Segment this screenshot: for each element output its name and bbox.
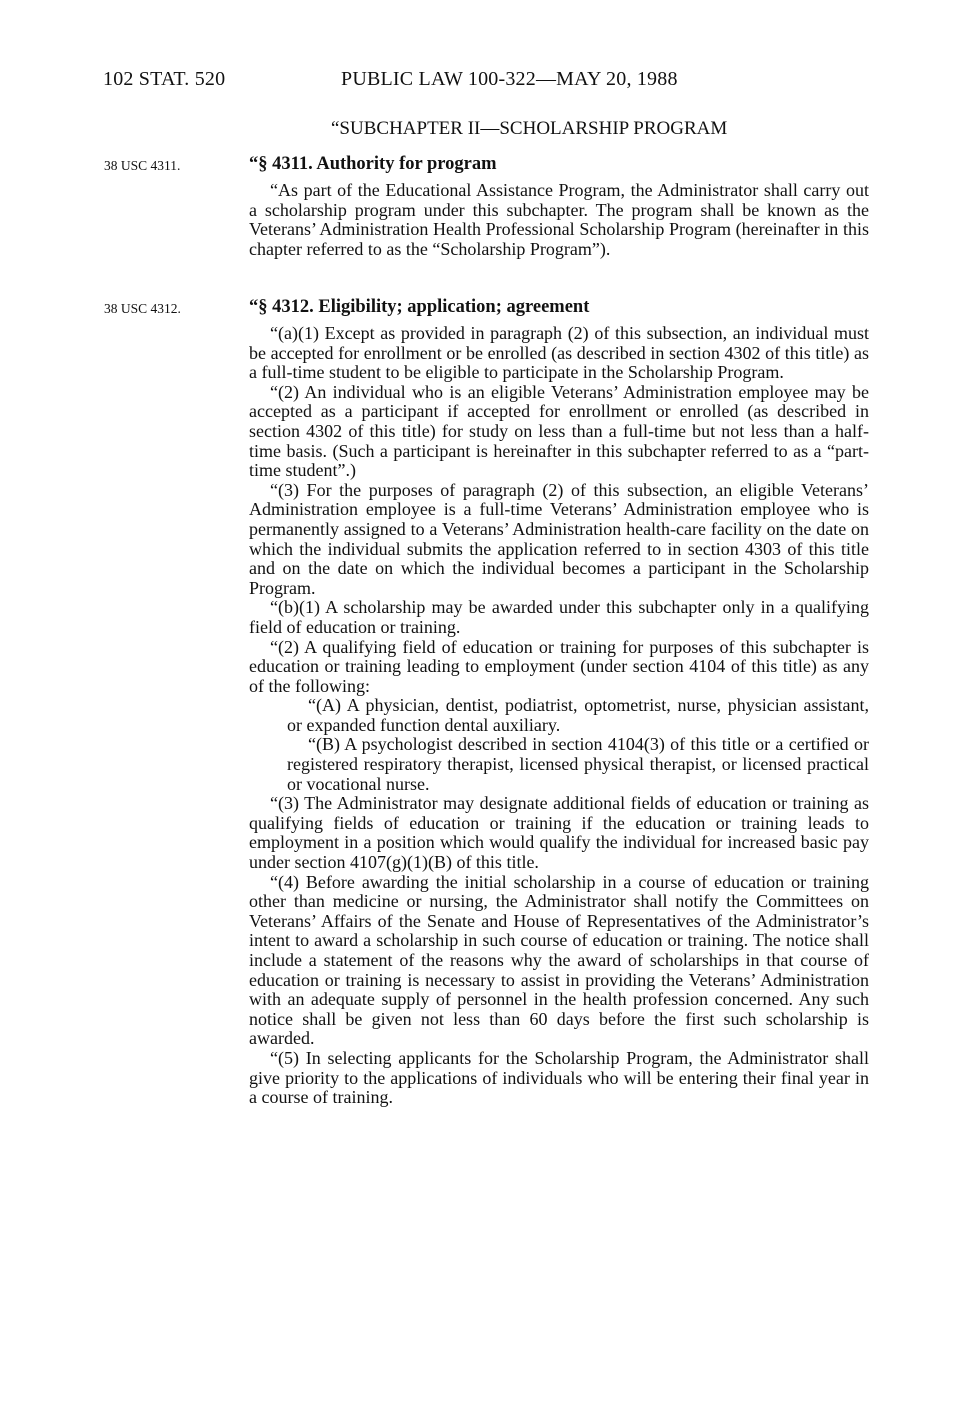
paragraph: “(2) An individual who is an eligible Veterans’ Administration employee may be accepted as a participant if accepted for enrollment or enrolled (as described in section 4302 of this title) for study on less than a full-time but not less than a half-time basis. (Such a participant is hereinafter in this subchapter referred to as a “part-time student”.) bbox=[249, 381, 869, 481]
paragraph: “(b)(1) A scholarship may be awarded under this subchapter only in a qualifying field of education or training. bbox=[249, 597, 869, 637]
subparagraph: “(B) A psychologist described in section 4104(3) of this title or a certified or registered respiratory therapist, licensed physical therapist, or licensed practical or vocational nurse. bbox=[287, 734, 869, 794]
paragraph: “As part of the Educational Assistance Program, the Administrator shall carry out a scholarship program under this subchapter. The program shall be known as the Veterans’ Administration Health Professional Scholarship Program (hereinafter in this chapter referred to as the “Scholarship Program”). bbox=[249, 180, 869, 259]
paragraph: “(2) A qualifying field of education or training for purposes of this subchapter is education or training leading to employment (under section 4104 of this title) as any of the following: bbox=[249, 636, 869, 696]
paragraph: “(a)(1) Except as provided in paragraph (2) of this subsection, an individual must be accepted for enrollment or be enrolled (as described in section 4302 of this title) as a full-time student to be eligible to participate in the Scholarship Program. bbox=[249, 323, 869, 383]
subchapter-title: “SUBCHAPTER II—SCHOLARSHIP PROGRAM bbox=[331, 118, 728, 139]
paragraph: “(3) For the purposes of paragraph (2) of this subsection, an eligible Veterans’ Administration employee is a full-time Veterans’ Administration employee who is permanently assigned to a Veterans’ Administration health-care facility on the date on which the individual submits the application referred to in section 4303 of this title and on the date on which the individual becomes a participant in the Scholarship Program. bbox=[249, 479, 869, 598]
subparagraph: “(A) A physician, dentist, podiatrist, optometrist, nurse, physician assistant, or expanded function dental auxiliary. bbox=[287, 695, 869, 735]
paragraph: “(3) The Administrator may designate additional fields of education or training as qualifying fields of education or training if the education or training leads to employment in a position which would qualify the individual for increased basic pay under section 4107(g)(1)(B) of this title. bbox=[249, 793, 869, 873]
margin-citation: 38 USC 4311. bbox=[104, 158, 181, 173]
section-body bbox=[249, 181, 869, 259]
running-header-title: PUBLIC LAW 100-322—MAY 20, 1988 bbox=[341, 68, 678, 90]
section-heading: “§ 4311. Authority for program bbox=[249, 154, 497, 174]
paragraph: “(4) Before awarding the initial scholarship in a course of education or training other than medicine or nursing, the Administrator shall notify the Committees on Veterans’ Affairs of the Senate and House of Representatives of the Administrator’s intent to award a scholarship in such course of education or training. The notice shall include a statement of the reasons why the award of scholarships in that course of education or training is necessary to assist in providing the Veterans’ Administration with an adequate supply of personnel in the health profession concerned. Any such notice shall be given not less than 60 days before the first such scholarship is awarded. bbox=[249, 871, 869, 1049]
paragraph: “(5) In selecting applicants for the Scholarship Program, the Administrator shall give priority to the applications of individuals who will be entering their final year in a course of training. bbox=[249, 1047, 869, 1108]
margin-citation: 38 USC 4312. bbox=[104, 301, 181, 316]
page-reference: 102 STAT. 520 bbox=[103, 68, 226, 90]
section-body bbox=[249, 324, 869, 1108]
section-heading: “§ 4312. Eligibility; application; agreement bbox=[249, 297, 590, 317]
